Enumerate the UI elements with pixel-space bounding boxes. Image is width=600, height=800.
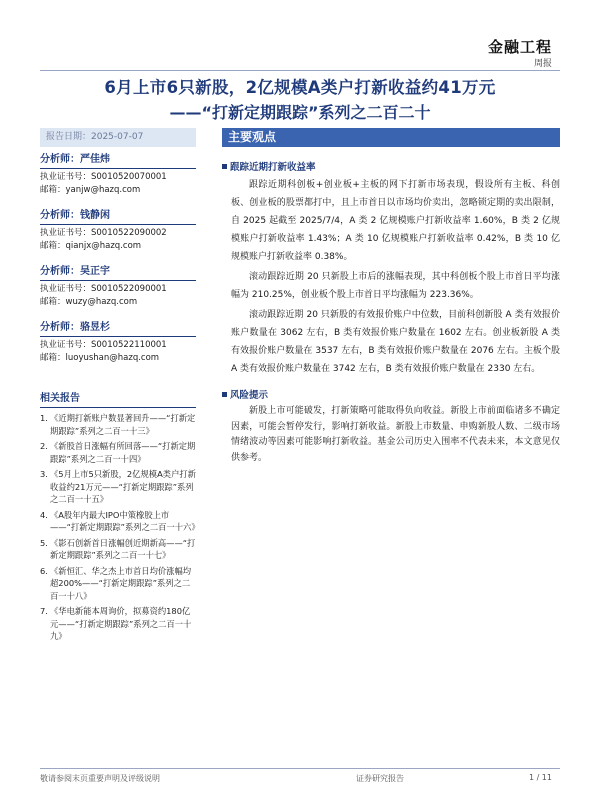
analyst-divider <box>40 336 196 337</box>
item-number: 2. <box>40 441 48 451</box>
bottom-divider <box>40 768 560 769</box>
bullet-square-icon <box>222 392 227 397</box>
analyst-name: 分析师：骆昱杉 <box>40 322 110 333</box>
related-reports-heading: 相关报告 <box>40 393 80 404</box>
footer-label: 证券研究报告 <box>356 774 404 783</box>
report-type: 周报 <box>533 59 552 69</box>
related-divider <box>40 407 196 408</box>
body-paragraph: 滚动跟踪近期 20 只新股上市后的涨幅表现，其中科创板个股上市首日平均涨幅为 210.25%，创业板个股上市首日平均涨幅为 223.36%。 <box>231 272 560 300</box>
analyst-email[interactable]: 邮箱：luoyushan@hazq.com <box>40 353 160 363</box>
report-subtitle: ——“打新定期跟踪”系列之二百二十 <box>169 103 431 122</box>
analyst-card <box>40 321 196 374</box>
related-report-item[interactable] <box>40 440 196 465</box>
analyst-name: 分析师：吴正宇 <box>40 266 110 277</box>
related-report-item[interactable] <box>40 468 196 506</box>
related-report-item[interactable] <box>40 509 200 534</box>
section-heading <box>222 160 560 176</box>
footer-disclaimer[interactable]: 敬请参阅末页重要声明及评级说明 <box>40 774 160 783</box>
analyst-email[interactable]: 邮箱：yanjw@hazq.com <box>40 185 141 195</box>
related-report-item[interactable] <box>40 605 196 643</box>
item-text: 《A股年内最大IPO中策橡胶上市——“打新定期跟踪”系列之二百一十六》 <box>50 509 200 532</box>
item-number: 6. <box>40 565 48 576</box>
analyst-card <box>40 265 196 318</box>
item-number: 7. <box>40 606 48 616</box>
analyst-card <box>40 209 196 262</box>
section-heading-text: 风险提示 <box>230 390 269 401</box>
analyst-divider <box>40 168 196 169</box>
analyst-cert: 执业证书号：S0010520070001 <box>40 172 167 182</box>
related-reports-list <box>40 412 200 643</box>
brand-logo: 金融工程 <box>487 38 552 56</box>
left-sidebar <box>40 153 200 646</box>
body-paragraph: 滚动跟踪近期 20 只新股的有效报价账户中位数，目前科创新股 A 类有效报价账户数量在 3062 左右，B 类有效报价账户数量在 1602 左右。创业板新股 A 类有效报价账户数量在 3537 左右，B 类有效报价账户数量在 2076 左右。主板个股 A 类有效报价账户数量在 3742 左右，B 类有效报价账户数量在 2330 左右。 <box>231 310 560 374</box>
section-heading <box>222 388 560 404</box>
body-paragraph: 跟踪近期科创板+创业板+主板的网下打新市场表现，假设所有主板、科创板、创业板的股票都打中，且上市首日以市场均价卖出，忽略锁定期的卖出限制，自 2025 起截至 2025/7/4，A 类 2 亿规模账户打新收益率 1.60%，B 类 2 亿规模账户打新收益率 1.43%；A 类 10 亿规模账户打新收益率 0.42%，B 类 10 亿规模账户打新收益率 0.38%。 <box>231 180 560 262</box>
top-divider <box>40 70 560 71</box>
analyst-cert: 执业证书号：S0010522090002 <box>40 228 167 238</box>
analyst-cert: 执业证书号：S0010522110001 <box>40 340 167 350</box>
report-date: 报告日期：2025-07-07 <box>40 128 196 147</box>
analyst-card <box>40 153 196 206</box>
body-paragraph: 新股上市可能破发，打新策略可能取得负向收益。新股上市前面临诸多不确定因素，可能会暂停发行，影响打新收益。新股上市数量、申购新股人数、二级市场情绪波动等因素可能影响打新收益。基金公司历史入围率不代表未来，本文意见仅供参考。 <box>231 406 560 463</box>
main-content <box>222 160 560 468</box>
item-text: 《5月上市5只新股，2亿规模A类户打新收益约21万元——“打新定期跟踪”系列之二百一十五》 <box>50 469 196 504</box>
analyst-email[interactable]: 邮箱：qianjx@hazq.com <box>40 241 142 251</box>
item-number: 1. <box>40 413 48 423</box>
bullet-square-icon <box>222 164 227 169</box>
key-points-header: 主要观点 <box>222 128 560 147</box>
item-text: 《新股首日涨幅有所回落——“打新定期跟踪”系列之二百一十四》 <box>50 441 196 464</box>
section-heading-text: 跟踪近期打新收益率 <box>230 162 316 173</box>
item-number: 3. <box>40 469 48 479</box>
item-text: 《华电新能本周询价，拟募资约180亿元——“打新定期跟踪”系列之二百一十九》 <box>50 606 192 641</box>
related-report-item[interactable] <box>40 537 196 562</box>
related-report-item[interactable] <box>40 412 196 437</box>
spacer <box>222 380 560 388</box>
analyst-divider <box>40 280 196 281</box>
item-number: 5. <box>40 537 48 548</box>
page-number: 1 / 11 <box>528 773 552 782</box>
analyst-name: 分析师：严佳炜 <box>40 154 110 165</box>
analyst-name: 分析师：钱静闲 <box>40 210 110 221</box>
item-text: 《近期打新账户数显著回升——“打新定期跟踪”系列之二百一十三》 <box>50 413 196 436</box>
analyst-divider <box>40 224 196 225</box>
item-text: 《新恒汇、华之杰上市首日均价涨幅均超200%——“打新定期跟踪”系列之二百一十八》 <box>50 565 192 601</box>
report-title: 6月上市6只新股，2亿规模A类户打新收益约41万元 <box>104 78 496 97</box>
item-number: 4. <box>40 509 48 520</box>
item-text: 《影石创新首日涨幅创近期新高——“打新定期跟踪”系列之二百一十七》 <box>50 537 196 560</box>
analyst-cert: 执业证书号：S0010522090001 <box>40 284 167 294</box>
analyst-email[interactable]: 邮箱：wuzy@hazq.com <box>40 297 138 307</box>
related-report-item[interactable] <box>40 565 196 603</box>
